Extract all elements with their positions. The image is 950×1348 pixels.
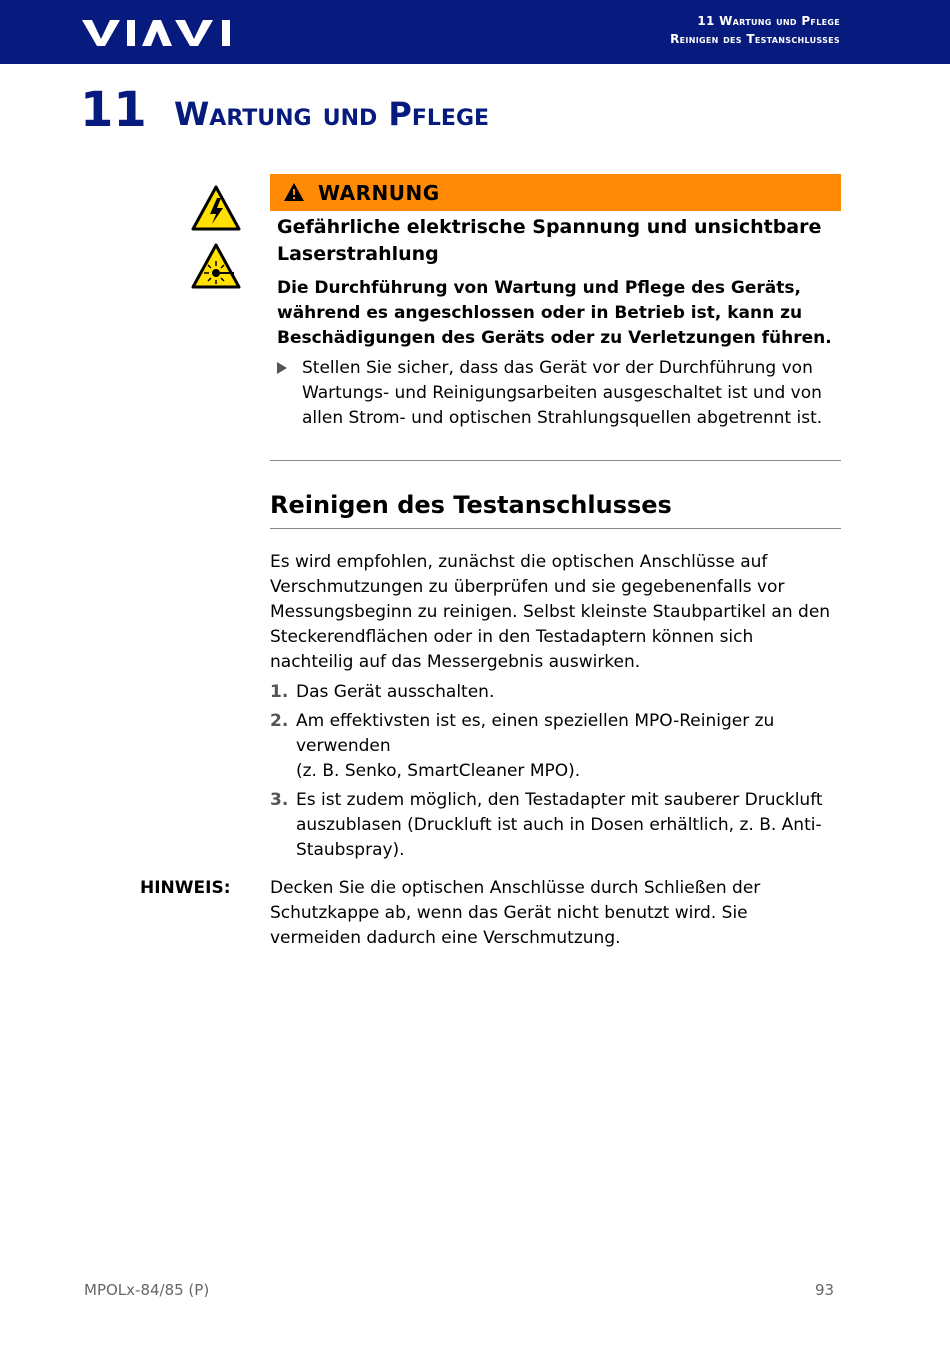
- warning-heading: Gefährliche elektrische Spannung und unsichtbare Laserstrahlung: [277, 216, 822, 265]
- step-text: Es ist zudem möglich, den Testadapter mit sauberer Druckluft auszublasen (Druckluft ist auch in Dosen erhältlich, z. B. Anti-Staubspray).: [296, 790, 823, 860]
- running-header-section: Reinigen des Testanschlusses: [670, 32, 840, 46]
- running-header-chapter: 11 Wartung und Pflege: [697, 14, 840, 28]
- electric-hazard-icon: [190, 184, 242, 232]
- step-item: [270, 788, 840, 863]
- chapter-number: 11: [80, 82, 147, 138]
- step-list: [270, 680, 840, 867]
- step-text-continued: (z. B. Senko, SmartCleaner MPO).: [296, 761, 581, 781]
- page-header: [0, 0, 950, 64]
- section-divider: [270, 528, 841, 529]
- warning-banner: [270, 174, 841, 211]
- laser-hazard-icon: [190, 242, 242, 290]
- warning-body: Die Durchführung von Wartung und Pflege des Geräts, während es angeschlossen oder in Betrieb ist, kann zu Beschädigungen des Geräts oder zu Verletzungen führen.: [277, 278, 832, 348]
- step-item: [270, 709, 840, 784]
- footer-product: MPOLx-84/85 (P): [84, 1281, 210, 1299]
- note-text: Decken Sie die optischen Anschlüsse durch Schließen der Schutzkappe ab, wenn das Gerät nicht benutzt wird. Sie vermeiden dadurch eine Verschmutzung.: [270, 878, 761, 948]
- step-text: Das Gerät ausschalten.: [296, 682, 495, 702]
- step-text: Am effektivsten ist es, einen speziellen MPO-Reiniger zu verwenden: [296, 711, 775, 756]
- running-header: [670, 12, 840, 48]
- warning-label: WARNUNG: [318, 181, 440, 205]
- warning-bullet-text: Stellen Sie sicher, dass das Gerät vor der Durchführung von Wartungs- und Reinigungsarbeiten ausgeschaltet ist und von allen Strom- und optischen Strahlungsquellen abgetrennt ist.: [302, 358, 823, 428]
- section-title: Reinigen des Testanschlusses: [270, 491, 672, 519]
- step-number: 2.: [270, 711, 289, 731]
- warning-divider: [270, 460, 841, 461]
- note-label: HINWEIS:: [140, 878, 231, 898]
- bullet-arrow-icon: [277, 362, 287, 374]
- warning-bullet: [277, 356, 837, 431]
- viavi-logo: [82, 20, 232, 46]
- section-intro: Es wird empfohlen, zunächst die optischen Anschlüsse auf Verschmutzungen zu überprüfen und sie gegebenenfalls vor Messungsbeginn zu reinigen. Selbst kleinste Staubpartikel an den Steckerendflächen oder in den Testadaptern können sich nachteilig auf das Messergebnis auswirken.: [270, 552, 831, 672]
- chapter-title: Wartung und Pflege: [174, 95, 490, 133]
- step-number: 3.: [270, 790, 289, 810]
- warning-triangle-icon: [283, 182, 305, 202]
- step-number: 1.: [270, 682, 289, 702]
- footer-page-number: 93: [815, 1281, 835, 1299]
- step-item: [270, 680, 840, 705]
